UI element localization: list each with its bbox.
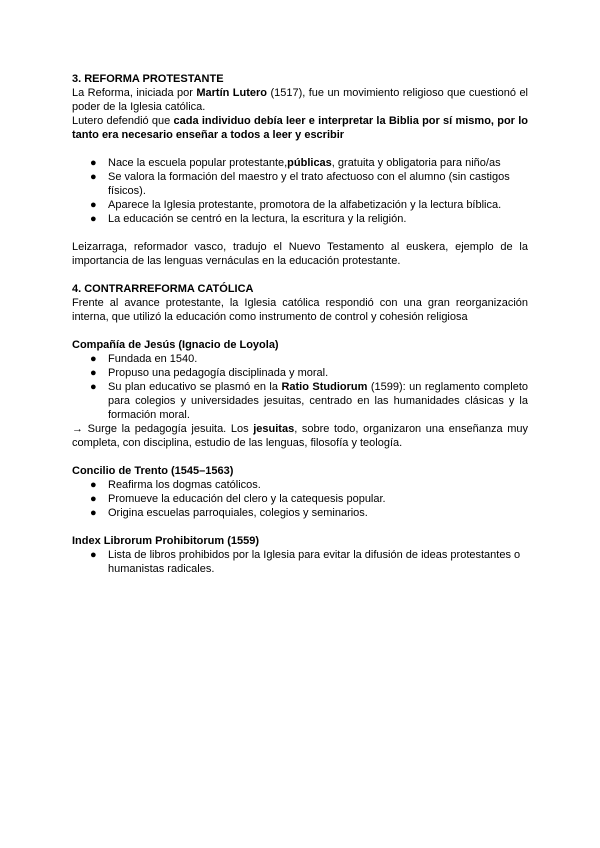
list-item: ● Propuso una pedagogía disciplinada y moral. — [90, 367, 329, 379]
list-item: ● Reafirma los dogmas católicos. — [90, 479, 261, 491]
trento-bullet-list — [72, 478, 528, 520]
jesuits-title: Compañía de Jesús (Ignacio de Loyola) — [72, 339, 279, 351]
index-title: Index Librorum Prohibitorum (1559) — [72, 535, 260, 547]
bullet-icon: ● — [90, 213, 97, 225]
bullet-icon: ● — [90, 507, 97, 519]
reforma-intro: La Reforma, iniciada por Martín Lutero (1517), fue un movimiento religioso que cuestionó el poder de la Iglesia católica. — [72, 87, 529, 113]
bullet-icon: ● — [90, 199, 97, 211]
bullet-icon: ● — [90, 171, 97, 183]
section-4-heading: 4. CONTRARREFORMA CATÓLICA — [72, 283, 254, 295]
list-item: ● Lista de libros prohibidos por la Iglesia para evitar la difusión de ideas protestantes o humanistas radicales. — [90, 549, 521, 575]
index-bullet-list — [72, 548, 528, 576]
list-item: ● Se valora la formación del maestro y el trato afectuoso con el alumno (sin castigos físicos). — [90, 171, 510, 197]
jesuits-bullet-list — [72, 352, 528, 422]
list-item: ● Promueve la educación del clero y la catequesis popular. — [90, 493, 386, 505]
trento-title: Concilio de Trento (1545–1563) — [72, 465, 234, 477]
list-item: ● Nace la escuela popular protestante,públicas, gratuita y obligatoria para niño/as — [90, 157, 501, 169]
bullet-icon: ● — [90, 479, 97, 491]
bullet-icon: ● — [90, 381, 97, 393]
list-item: ● Aparece la Iglesia protestante, promotora de la alfabetización y la lectura bíblica. — [90, 199, 502, 211]
list-item: ● Fundada en 1540. — [90, 353, 198, 365]
bullet-icon: ● — [90, 549, 97, 561]
bullet-icon: ● — [90, 157, 97, 169]
section-3-heading: 3. REFORMA PROTESTANTE — [72, 73, 224, 85]
list-item: ● Su plan educativo se plasmó en la Ratio Studiorum (1599): un reglamento completo para colegios y universidades jesuitas, centrado en las humanidades clásicas y la formación moral. — [90, 381, 528, 421]
bullet-icon: ● — [90, 493, 97, 505]
reforma-bullet-list — [72, 156, 528, 226]
leizarraga-paragraph: Leizarraga, reformador vasco, tradujo el Nuevo Testamento al euskera, ejemplo de la importancia de las lenguas vernáculas en la educación protestante. — [72, 241, 528, 267]
list-item: ● Origina escuelas parroquiales, colegios y seminarios. — [90, 507, 368, 519]
contrarreforma-intro: Frente al avance protestante, la Iglesia católica respondió con una gran reorganización interna, que utilizó la educación como instrumento de control y cohesión religiosa — [72, 297, 528, 323]
bullet-icon: ● — [90, 367, 97, 379]
bullet-icon: ● — [90, 353, 97, 365]
lutero-paragraph: Lutero defendió que cada individuo debía leer e interpretar la Biblia por sí mismo, por lo tanto era necesario enseñar a todos a leer y escribir — [72, 115, 528, 141]
list-item: ● La educación se centró en la lectura, la escritura y la religión. — [90, 213, 407, 225]
jesuits-note: → Surge la pedagogía jesuita. Los jesuitas, sobre todo, organizaron una enseñanza muy completa, con disciplina, estudio de las lenguas, filosofía y teología. — [72, 423, 528, 449]
